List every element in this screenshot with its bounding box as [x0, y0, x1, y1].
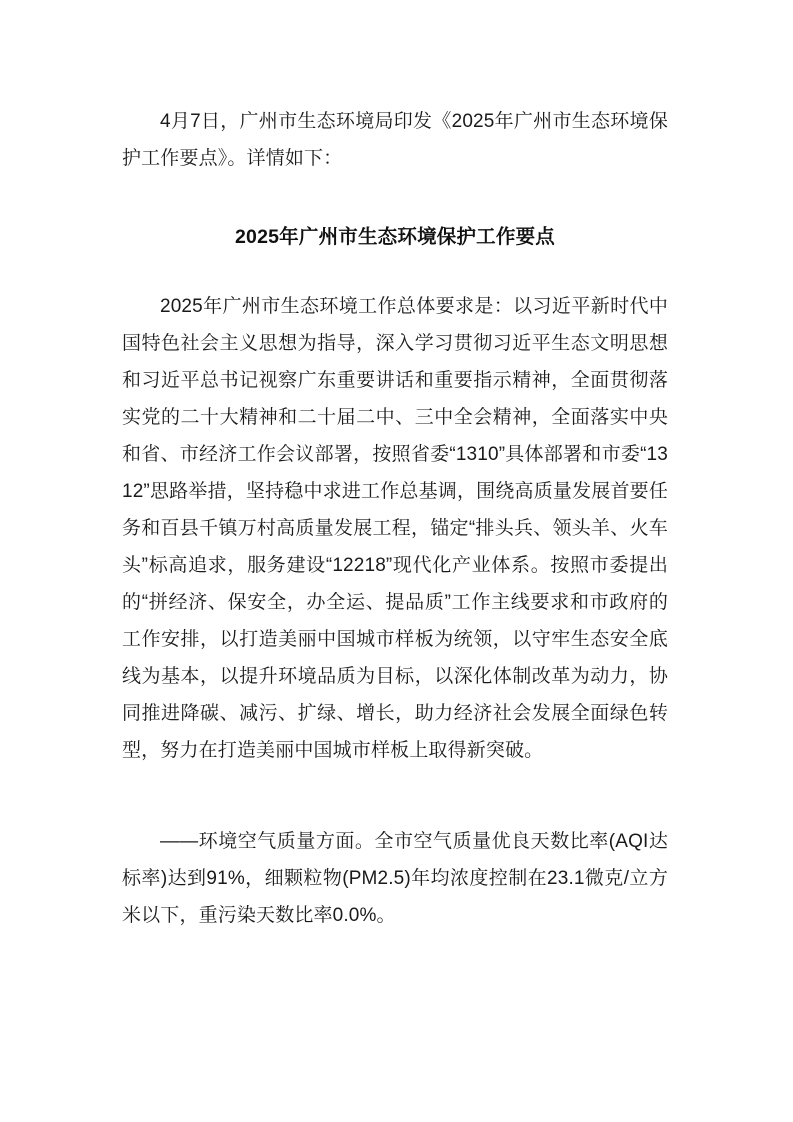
document-title: 2025年广州市生态环境保护工作要点	[235, 226, 555, 248]
air-quality-block	[122, 823, 668, 934]
main-paragraph-block	[122, 288, 668, 769]
title-block	[122, 222, 668, 252]
air-quality-paragraph: ——环境空气质量方面。全市空气质量优良天数比率(AQI达标率)达到91%，细颗粒物(PM2.5)年均浓度控制在23.1微克/立方米以下，重污染天数比率0.0%。	[122, 831, 668, 926]
intro-block	[122, 103, 668, 177]
overall-requirements-paragraph: 2025年广州市生态环境工作总体要求是：以习近平新时代中国特色社会主义思想为指导，深入学习贯彻习近平生态文明思想和习近平总书记视察广东重要讲话和重要指示精神，全面贯彻落实党的二十大精神和二十届二中、三中全会精神，全面落实中央和省、市经济工作会议部署，按照省委“1310”具体部署和市委“1312”思路举措，坚持稳中求进工作总基调，围绕高质量发展首要任务和百县千镇万村高质量发展工程，锚定“排头兵、领头羊、火车头”标高追求，服务建设“12218”现代化产业体系。按照市委提出的“拼经济、保安全，办全运、提品质”工作主线要求和市政府的工作安排，以打造美丽中国城市样板为统领，以守牢生态安全底线为基本，以提升环境品质为目标，以深化体制改革为动力，协同推进降碳、减污、扩绿、增长，助力经济社会发展全面绿色转型，努力在打造美丽中国城市样板上取得新突破。	[122, 296, 668, 761]
intro-paragraph: 4月7日，广州市生态环境局印发《2025年广州市生态环境保护工作要点》。详情如下：	[122, 111, 668, 169]
